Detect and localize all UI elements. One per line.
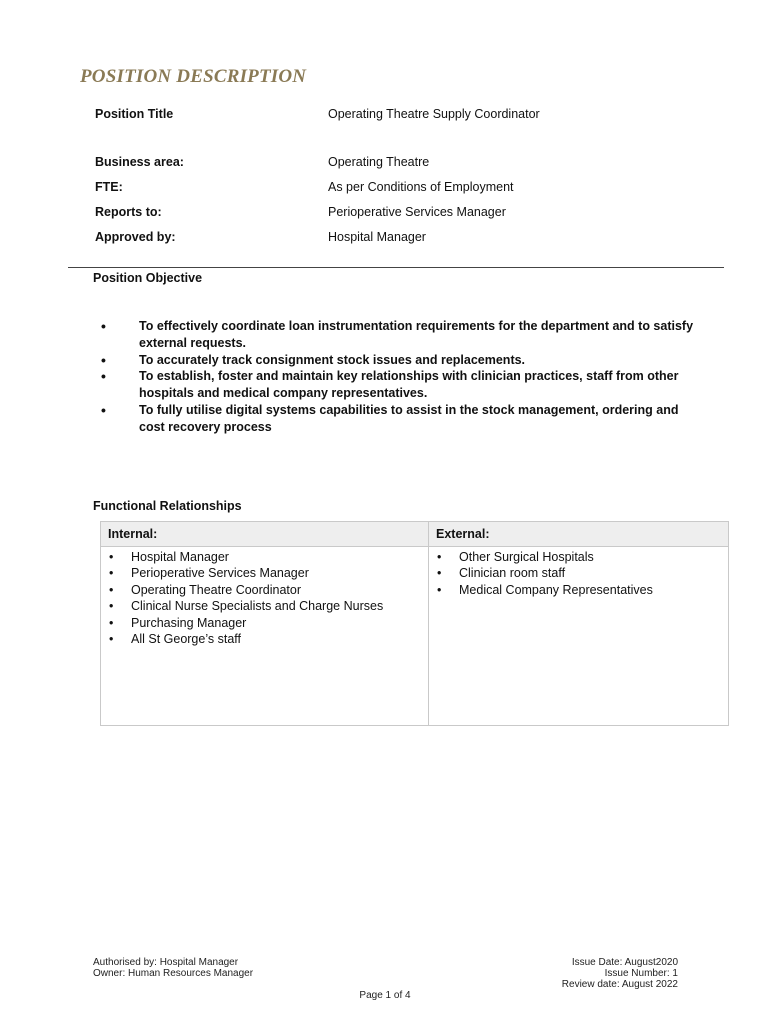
- field-value: Perioperative Services Manager: [328, 205, 506, 219]
- list-item: • Perioperative Services Manager: [101, 565, 428, 581]
- internal-list: [101, 549, 428, 647]
- footer-issue-number: Issue Number: 1: [604, 968, 678, 979]
- list-item: • Clinical Nurse Specialists and Charge Nurses: [101, 598, 428, 614]
- page-number: Page 1 of 4: [359, 990, 411, 1001]
- objective-item: • To fully utilise digital systems capabilities to assist in the stock management, ordering and cost recovery process: [95, 402, 695, 436]
- footer-issue-date: Issue Date: August2020: [571, 957, 678, 968]
- internal-header: Internal:: [101, 522, 429, 547]
- field-label: Business area:: [95, 155, 184, 169]
- footer-authorised-by: Authorised by: Hospital Manager: [93, 957, 239, 968]
- field-label: Position Title: [95, 107, 174, 121]
- internal-cell: [101, 547, 429, 726]
- footer-right: [562, 957, 678, 990]
- objective-item: • To establish, foster and maintain key relationships with clinician practices, staff from other hospitals and medical company representatives.: [95, 368, 695, 402]
- section-divider: [68, 267, 724, 268]
- footer-review-date: Review date: August 2022: [561, 979, 678, 990]
- list-item: • Hospital Manager: [101, 549, 428, 565]
- document-title: POSITION DESCRIPTION: [80, 66, 307, 87]
- field-label: Reports to:: [95, 205, 162, 219]
- field-value: Operating Theatre Supply Coordinator: [328, 107, 540, 121]
- list-item: • All St George’s staff: [101, 631, 428, 647]
- list-item: • Purchasing Manager: [101, 615, 428, 631]
- functional-relationships-heading: Functional Relationships: [93, 499, 242, 513]
- objective-item: • To effectively coordinate loan instrumentation requirements for the department and to satisfy external requests.: [95, 318, 695, 352]
- field-value: Hospital Manager: [328, 230, 426, 244]
- field-value: As per Conditions of Employment: [328, 180, 514, 194]
- list-item: • Medical Company Representatives: [429, 582, 728, 598]
- footer-left: [93, 957, 253, 979]
- list-item: • Operating Theatre Coordinator: [101, 582, 428, 598]
- objective-item: • To accurately track consignment stock issues and replacements.: [95, 352, 695, 369]
- position-objective-heading: Position Objective: [93, 271, 203, 285]
- external-list: [429, 549, 728, 598]
- objective-list: [95, 318, 695, 436]
- relationships-table: [100, 521, 729, 726]
- list-item: • Clinician room staff: [429, 565, 728, 581]
- field-label: Approved by:: [95, 230, 176, 244]
- field-label: FTE:: [95, 180, 123, 194]
- list-item: • Other Surgical Hospitals: [429, 549, 728, 565]
- footer-owner: Owner: Human Resources Manager: [93, 968, 254, 979]
- external-header: External:: [429, 522, 729, 547]
- field-value: Operating Theatre: [328, 155, 430, 169]
- external-cell: [429, 547, 729, 726]
